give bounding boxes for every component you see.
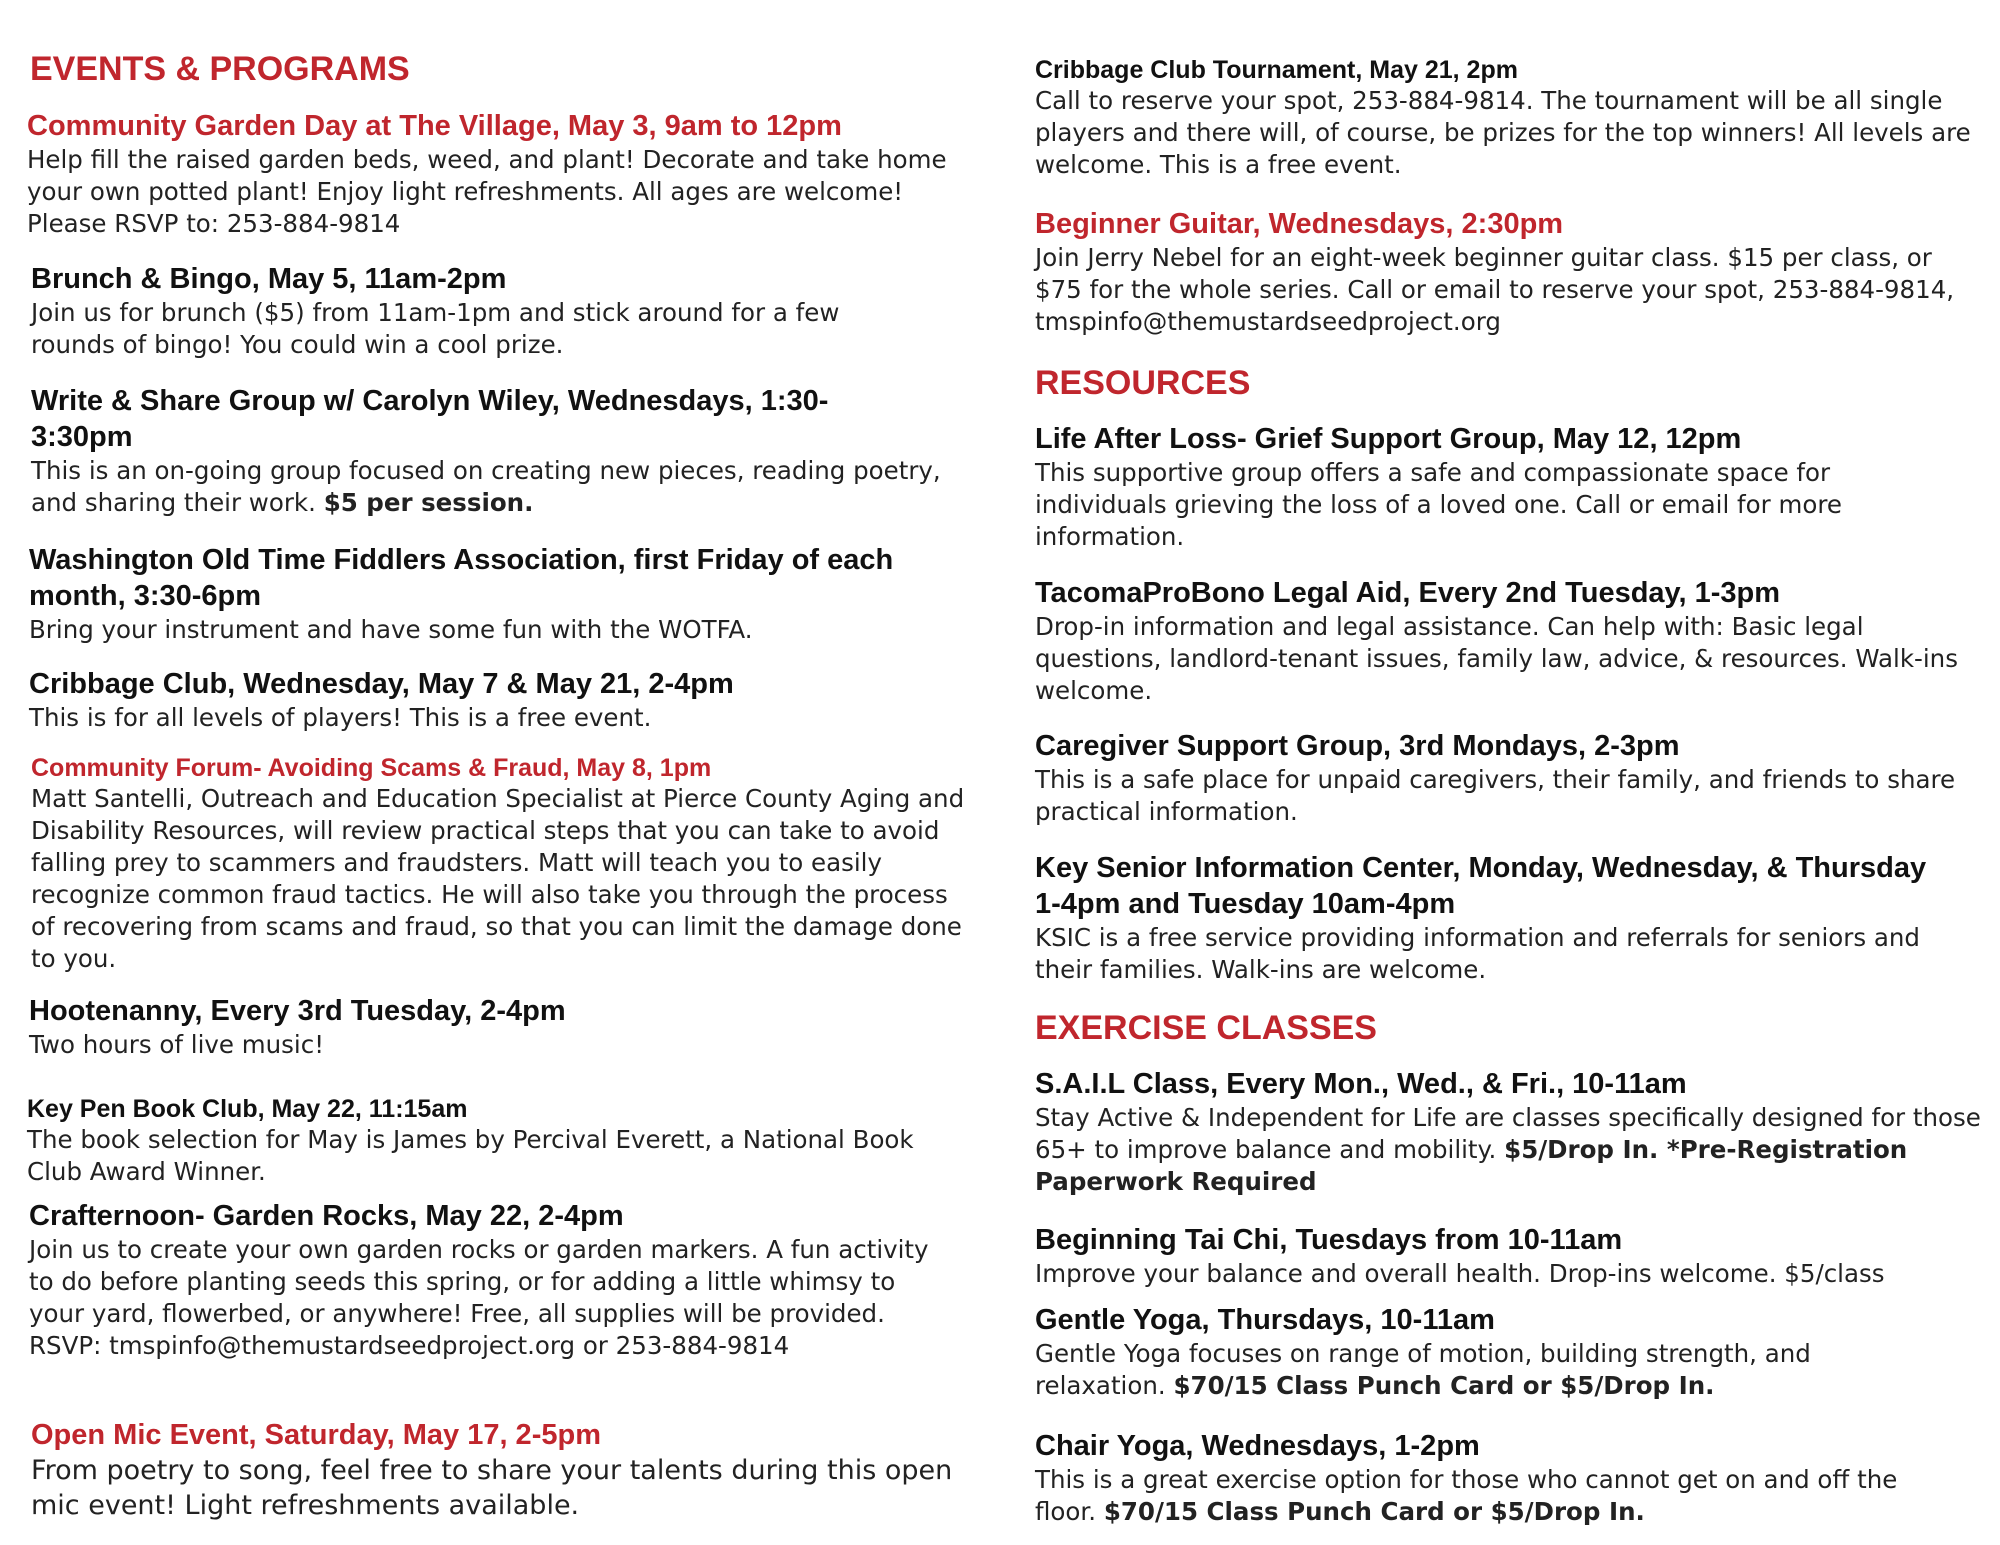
exercise-title: Gentle Yoga, Thursdays, 10-11am (1035, 1304, 1495, 1336)
resource-title: Caregiver Support Group, 3rd Mondays, 2-3pm (1035, 730, 1680, 762)
event-open-mic (31, 1417, 981, 1523)
event-description: The book selection for May is James by Percival Everett, a National Book Club Award Winner. (27, 1125, 914, 1186)
exercise-classes-heading: EXERCISE CLASSES (1035, 1009, 1377, 1047)
events-programs-heading: EVENTS & PROGRAMS (30, 50, 410, 88)
event-cribbage-tournament (1035, 55, 1985, 181)
event-description-text: This is an on-going group focused on creating new pieces, reading poetry, and sharing their work. (31, 456, 941, 517)
event-title: Write & Share Group w/ Carolyn Wiley, Wednesdays, 1:30-3:30pm (31, 385, 829, 453)
exercise-description-text: Gentle Yoga focuses on range of motion, building strength, and relaxation. (1035, 1339, 1811, 1400)
resource-caregiver-support (1035, 728, 1985, 828)
event-title: Hootenanny, Every 3rd Tuesday, 2-4pm (29, 995, 566, 1027)
event-title: Washington Old Time Fiddlers Association, first Friday of each month, 3:30-6pm (29, 544, 894, 612)
resource-description: This is a safe place for unpaid caregivers, their family, and friends to share practical information. (1035, 765, 1956, 826)
event-description (31, 455, 951, 519)
resources-heading: RESOURCES (1035, 364, 1251, 402)
event-cribbage-club (29, 666, 969, 734)
exercise-title: Chair Yoga, Wednesdays, 1-2pm (1035, 1430, 1480, 1462)
event-title: Cribbage Club, Wednesday, May 7 & May 21, 2-4pm (29, 668, 734, 700)
event-description: From poetry to song, feel free to share your talents during this open mic event! Light refreshments available. (31, 1455, 953, 1521)
event-description: Help fill the raised garden beds, weed, and plant! Decorate and take home your own potted plant! Enjoy light refreshments. All ages are welcome! Please RSVP to: 253-884-9814 (27, 145, 947, 238)
exercise-price: $70/15 Class Punch Card or $5/Drop In. (1173, 1371, 1715, 1400)
event-title: Community Forum- Avoiding Scams & Fraud, May 8, 1pm (31, 754, 712, 782)
resource-description: KSIC is a free service providing information and referrals for seniors and their families. Walk-ins are welcome. (1035, 923, 1920, 984)
event-title: Community Garden Day at The Village, May 3, 9am to 12pm (27, 110, 842, 142)
event-write-share-group (31, 383, 971, 519)
event-description: Matt Santelli, Outreach and Education Specialist at Pierce County Aging and Disability Resources, will review practical steps that you can take to avoid falling prey to scammers and fraudsters. Matt will teach you to easily recognize common fraud tactics. He will also take you through the process of recovering from scams and fraud, so that you can limit the damage done to you. (31, 784, 965, 973)
resource-description: Drop-in information and legal assistance. Can help with: Basic legal questions, landlord-tenant issues, family law, advice, & resources. Walk-ins welcome. (1035, 612, 1958, 705)
exercise-description (1035, 1102, 1995, 1198)
event-beginner-guitar (1035, 206, 1985, 338)
event-wotfa (29, 542, 969, 646)
event-crafternoon (29, 1198, 969, 1362)
event-title: Key Pen Book Club, May 22, 11:15am (27, 1095, 468, 1123)
event-community-garden-day (27, 108, 987, 240)
exercise-gentle-yoga (1035, 1302, 1995, 1402)
event-description: This is for all levels of players! This is a free event. (29, 703, 652, 732)
resource-ksic (1035, 850, 1985, 986)
resource-title: Life After Loss- Grief Support Group, May 12, 12pm (1035, 423, 1742, 455)
exercise-sail-class (1035, 1066, 1995, 1198)
exercise-description-text: Stay Active & Independent for Life are classes specifically designed for those 65+ to improve balance and mobility. (1035, 1103, 1981, 1164)
resource-legal-aid (1035, 575, 1985, 707)
event-description: Join us for brunch ($5) from 11am-1pm and stick around for a few rounds of bingo! You could win a cool prize. (31, 298, 840, 359)
event-description: Join Jerry Nebel for an eight-week beginner guitar class. $15 per class, or $75 for the whole series. Call or email to reserve your spot, 253-884-9814, tmspinfo@themustardseedproject.org (1035, 243, 1955, 336)
exercise-title: S.A.I.L Class, Every Mon., Wed., & Fri., 10-11am (1035, 1068, 1687, 1100)
event-title: Beginner Guitar, Wednesdays, 2:30pm (1035, 208, 1564, 240)
exercise-price: $70/15 Class Punch Card or $5/Drop In. (1103, 1497, 1645, 1526)
event-description: Two hours of live music! (29, 1030, 325, 1059)
exercise-description (1035, 1464, 1955, 1528)
event-price: $5 per session. (323, 488, 534, 517)
event-title: Open Mic Event, Saturday, May 17, 2-5pm (31, 1419, 601, 1451)
exercise-chair-yoga (1035, 1428, 1995, 1528)
event-title: Crafternoon- Garden Rocks, May 22, 2-4pm (29, 1200, 624, 1232)
event-title: Brunch & Bingo, May 5, 11am-2pm (31, 263, 507, 295)
resource-title: Key Senior Information Center, Monday, Wednesday, & Thursday 1-4pm and Tuesday 10am-4pm (1035, 852, 1927, 920)
event-description: Call to reserve your spot, 253-884-9814. The tournament will be all single players and there will, of course, be prizes for the top winners! All levels are welcome. This is a free event. (1035, 86, 1971, 179)
resource-description: This supportive group offers a safe and compassionate space for individuals grieving the loss of a loved one. Call or email for more information. (1035, 458, 1842, 551)
resource-grief-support (1035, 421, 1985, 553)
event-description: Join us to create your own garden rocks or garden markers. A fun activity to do before planting seeds this spring, or for adding a little whimsy to your yard, flowerbed, or anywhere! Free, all supplies will be provided. RSVP: tmspinfo@themustardseedproject.org or 253-884-9814 (29, 1235, 929, 1360)
event-brunch-bingo (31, 261, 991, 361)
event-description: Bring your instrument and have some fun with the WOTFA. (29, 615, 753, 644)
exercise-description (1035, 1338, 1935, 1402)
event-hootenanny (29, 993, 969, 1061)
exercise-tai-chi (1035, 1222, 1995, 1290)
exercise-description: Improve your balance and overall health. Drop-ins welcome. $5/class (1035, 1259, 1885, 1288)
exercise-price: $5/Drop In. *Pre-Registration Paperwork Required (1035, 1135, 1908, 1196)
event-book-club (27, 1094, 967, 1188)
event-community-forum (31, 753, 976, 975)
resource-title: TacomaProBono Legal Aid, Every 2nd Tuesday, 1-3pm (1035, 577, 1781, 609)
event-title: Cribbage Club Tournament, May 21, 2pm (1035, 56, 1518, 84)
exercise-description-text: This is a great exercise option for those who cannot get on and off the floor. (1035, 1465, 1898, 1526)
exercise-title: Beginning Tai Chi, Tuesdays from 10-11am (1035, 1224, 1623, 1256)
